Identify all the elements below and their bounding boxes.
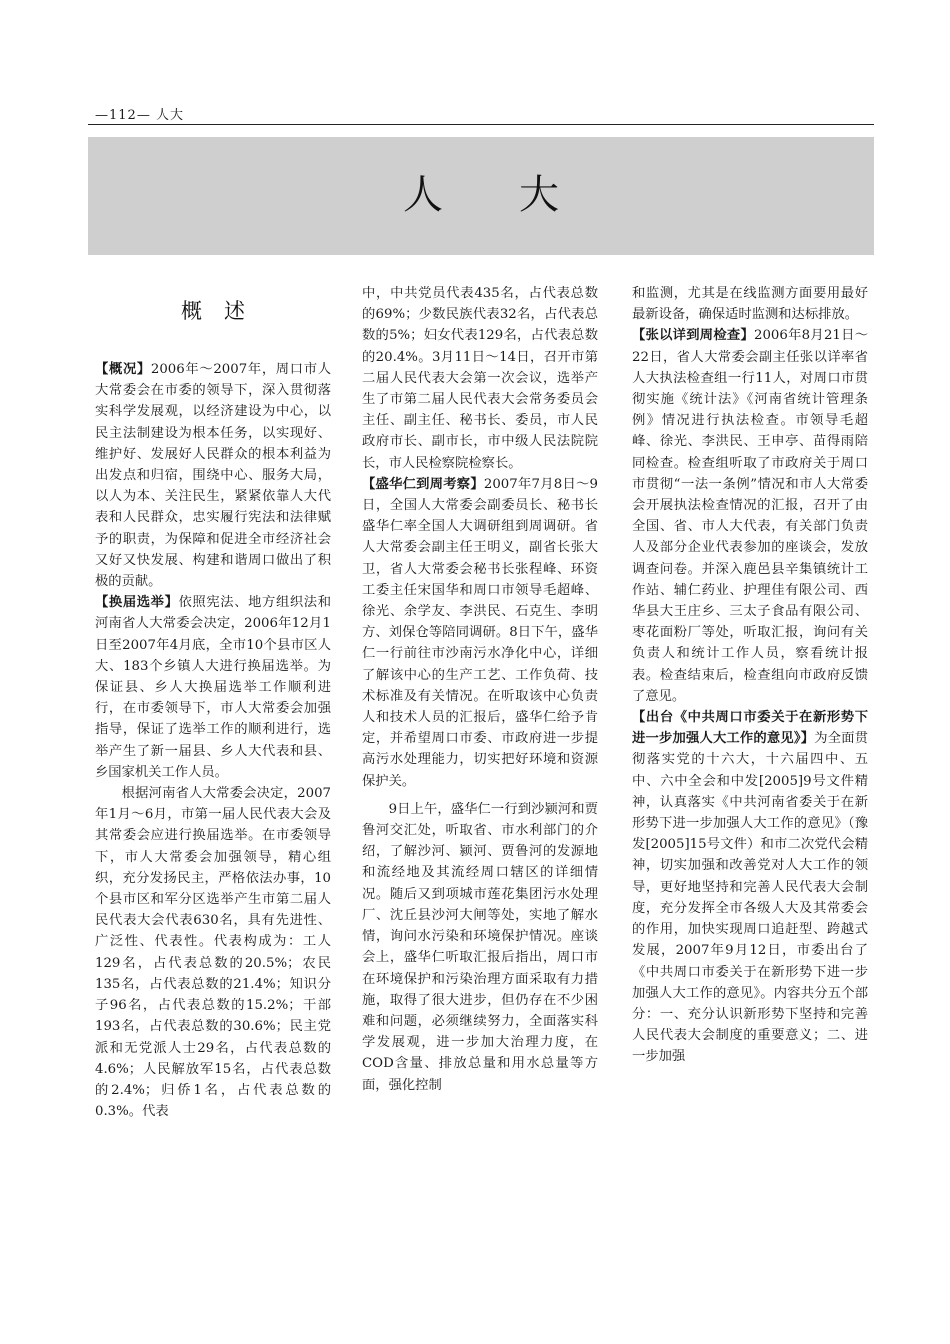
paragraph-election	[95, 592, 331, 783]
paragraph-sheng-visit	[362, 474, 598, 792]
paragraph-text: 中，中共党员代表435名，占代表总数的69%；少数民族代表32名，占代表总数的5%；妇女代表129名，占代表总数的20.4%。3月11日～14日，召开市第二届人民代表大会第一次会议，选举产生了市第二届人民代表大会常务委员会主任、副主任、秘书长、委员，市人民政府市长、副市长，市中级人民法院院长，市人民检察院检察长。	[362, 286, 598, 471]
paragraph-zhang-inspection	[632, 325, 868, 707]
paragraph-text: 9日上午，盛华仁一行到沙颍河和贾鲁河交汇处，听取省、市水利部门的介绍，了解沙河、颍河、贾鲁河的发源地和流经地及其流经周口辖区的详细情况。随后又到项城市莲花集团污水处理厂、沈丘县沙河大闸等处，实地了解水情，询问水污染和环境保护情况。座谈会上，盛华仁听取汇报后指出，周口市在环境保护和污染治理方面采取有力措施，取得了很大进步，但仍存在不少困难和问题，必须继续努力，全面落实科学发展观，进一步加大治理力度，在COD含量、排放总量和用水总量等方面，强化控制	[362, 801, 598, 1093]
header-rule	[88, 124, 874, 125]
chapter-banner	[88, 137, 874, 255]
paragraph-text: 依照宪法、地方组织法和河南省人大常委会决定，2006年12月1日至2007年4月底，全市10个县市区人大、183个乡镇人大进行换届选举。为保证县、乡人大换届选举工作顺利进行，在市委领导下，市人大常委会加强指导，保证了选举工作的顺利进行，选举产生了新一届县、乡人大代表和县、乡国家机关工作人员。	[95, 595, 332, 780]
paragraph-monitoring-cont	[632, 283, 868, 325]
paragraph-lead: 【出台《中共周口市委关于在新形势下进一步加强人大工作的意见》】	[632, 710, 868, 747]
paragraph-text: 2006年～2007年，周口市人大常委会在市委的领导下，深入贯彻落实科学发展观，以经济建设为中心，以民主法制建设为根本任务，以实现好、维护好、发展好人民群众的根本利益为出发点和归宿，围绕中心、服务大局，以人为本、关注民生，紧紧依靠人大代表和人民群众，忠实履行宪法和法律赋予的职责，为保障和促进全市经济社会又好又快发展、构建和谐周口做出了积极的贡献。	[95, 362, 332, 590]
paragraph-sheng-visit-cont	[362, 799, 598, 1096]
paragraph-delegates-cont	[362, 283, 598, 474]
text-column-3	[632, 283, 868, 1068]
section-title: 概述	[181, 299, 267, 323]
paragraph-text: 2007年7月8日～9日，全国人大常委会副委员长、秘书长盛华仁率全国人大调研组到周调研。省人大常委会副主任王明义，副省长张大卫，省人大常委会秘书长张程峰、环资工委主任宋国华和周口市领导毛超峰、徐光、余学友、李洪民、石克生、李明方、刘保仓等陪同调研。8日下午，盛华仁一行前往市沙南污水净化中心，详细了解该中心的生产工艺、工作负荷、技术标准及有关情况。在听取该中心负责人和技术人员的汇报后，盛华仁给予肯定，并希望周口市委、市政府进一步提高污水处理能力，切实把好环境和资源保护关。	[362, 476, 598, 789]
text-column-1	[95, 283, 331, 1122]
paragraph-lead: 【换届选举】	[95, 595, 179, 611]
paragraph-lead: 【概况】	[95, 362, 151, 377]
paragraph-text: 为全面贯彻落实党的十六大，十六届四中、五中、六中全会和中发[2005]9号文件精神，认真落实《中共河南省委关于在新形势下进一步加强人大工作的意见》（豫发[2005]15号文件）和市二次党代会精神，切实加强和改善党对人大工作的领导，更好地坚持和完善人民代表大会制度，充分发挥全市各级人大及其常委会的作用，加快实现周口追赶型、跨越式发展，2007年9月12日，市委出台了《中共周口市委关于在新形势下进一步加强人大工作的意见》。内容共分五个部分：一、充分认识新形势下坚持和完善人民代表大会制度的重要意义；二、进一步加强	[632, 731, 869, 1065]
paragraph-text: 2006年8月21日～22日，省人大常委会副主任张以详率省人大执法检查组一行11人，对周口市贯彻实施《统计法》《河南省统计管理条例》情况进行执法检查。市领导毛超峰、徐光、李洪民、王申亭、苗得雨陪同检查。检查组听取了市政府关于周口市贯彻“一法一条例”情况和市人大常委会开展执法检查情况的汇报，召开了由全国、省、市人大代表，有关部门负责人及部分企业代表参加的座谈会，发放调查问卷。并深入鹿邑县辛集镇统计工作站、辅仁药业、护理佳有限公司、西华县大王庄乡、三太子食品有限公司、枣花面粉厂等处，听取汇报，询问有关负责人和统计工作人员，察看统计报表。检查结束后，检查组向市政府反馈了意见。	[632, 328, 868, 704]
running-head: —112— 人大	[95, 108, 184, 123]
paragraph-opinions	[632, 707, 868, 1067]
paragraph-lead: 【张以详到周检查】	[632, 328, 755, 344]
paragraph-text: 和监测，尤其是在线监测方面要用最好最新设备，确保适时监测和达标排放。	[632, 286, 868, 323]
paragraph-text: 根据河南省人大常委会决定，2007年1月～6月，市第一届人民代表大会及其常委会应进行换届选举。在市委领导下，市人大常委会加强领导，精心组织，充分发扬民主，严格依法办事，10个县市区和军分区选举产生市第二届人民代表大会代表630名，具有先进性、广泛性、代表性。代表构成为：工人129名，占代表总数的20.5%；农民135名，占代表总数的21.4%；知识分子96名，占代表总数的15.2%；干部193名，占代表总数的30.6%；民主党派和无党派人士29名，占代表总数的4.6%；人民解放军15名，占代表总数的2.4%；归侨1名，占代表总数的0.3%。代表	[95, 786, 331, 1120]
paragraph-election-cont	[95, 783, 331, 1122]
paragraph-lead: 【盛华仁到周考察】	[362, 476, 484, 492]
chapter-title: 人大	[403, 172, 635, 218]
paragraph-overview	[95, 359, 331, 592]
text-column-2	[362, 283, 598, 1096]
